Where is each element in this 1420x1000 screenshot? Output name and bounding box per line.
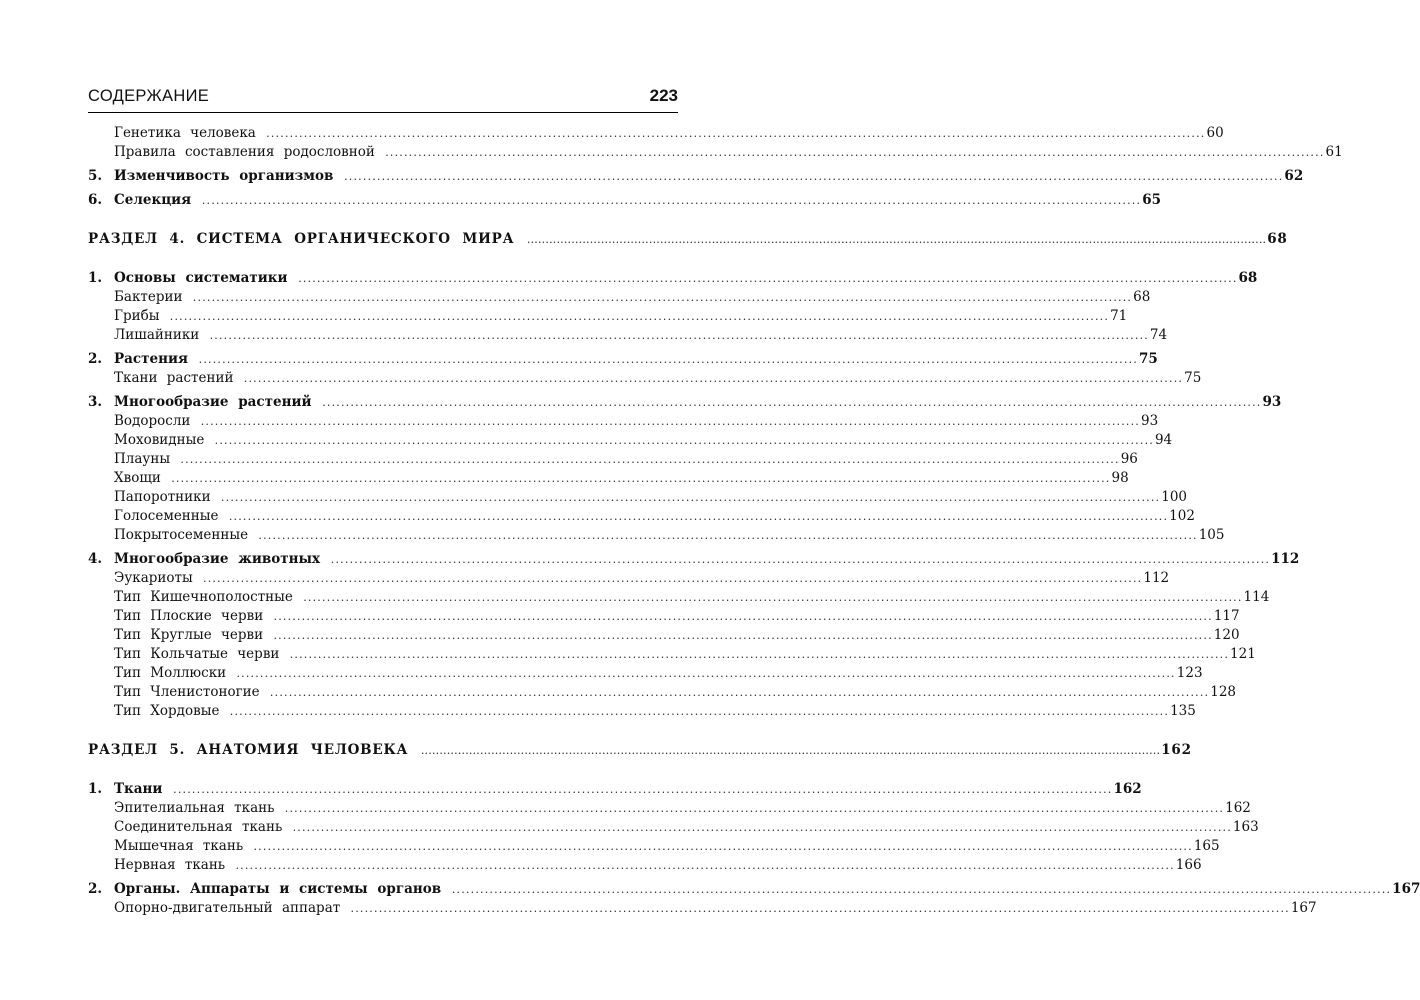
toc-page-number: 75: [1138, 351, 1158, 367]
toc-section-entry: [88, 550, 1300, 569]
toc-leader-dots: ........................................................................................................................................................................................................: [253, 840, 1193, 853]
toc-entry-label: Тип Круглые черви: [114, 627, 273, 643]
toc-page-number: 120: [1213, 627, 1240, 643]
toc-page-number: 62: [1284, 168, 1304, 184]
toc-leader-dots: ........................................................................................................................................................................................................: [201, 194, 1142, 207]
toc-entry-label: Основы систематики: [114, 270, 298, 286]
toc-subentry: [88, 588, 1270, 607]
toc-section-number: 5.: [88, 168, 103, 184]
toc-page-number: 117: [1213, 608, 1240, 624]
toc-page-number: 123: [1176, 665, 1203, 681]
page-header: [88, 86, 678, 113]
toc-section-entry: [88, 393, 1282, 412]
toc-page-number: 121: [1230, 646, 1256, 662]
toc-subentry: [88, 526, 1225, 545]
toc-page-number: 167: [1290, 900, 1317, 916]
toc-leader-dots: ........................................................................................................................................................................................................: [171, 472, 1111, 485]
toc-leader-dots: ........................................................................................................................................................................................................: [214, 434, 1154, 447]
toc-leader-dots: ........................................................................................................................................................................................................: [526, 233, 1267, 246]
toc-subentry: [88, 856, 1202, 875]
toc-leader-dots: ........................................................................................................................................................................................................: [173, 783, 1113, 796]
toc-spacer: [88, 760, 678, 780]
toc-entry-label: Водоросли: [114, 413, 200, 429]
toc-leader-dots: ........................................................................................................................................................................................................: [330, 553, 1271, 566]
toc-subentry: [88, 307, 1128, 326]
toc-page-number: 68: [1133, 289, 1151, 305]
toc-entry-label: Тип Плоские черви: [114, 608, 273, 624]
toc-entry-label: Тип Членистоногие: [114, 684, 269, 700]
toc-leader-dots: ........................................................................................................................................................................................................: [180, 453, 1120, 466]
toc-section-number: 4.: [88, 551, 103, 567]
toc-leader-dots: ........................................................................................................................................................................................................: [235, 859, 1175, 872]
toc-leader-dots: ........................................................................................................................................................................................................: [198, 353, 1138, 366]
toc-subentry: [88, 412, 1159, 431]
toc-entry-label: Бактерии: [114, 289, 192, 305]
toc-entry-label: Грибы: [114, 308, 169, 324]
toc-subentry: [88, 607, 1240, 626]
toc-leader-dots: ........................................................................................................................................................................................................: [243, 372, 1184, 385]
toc-entry-label: Растения: [114, 351, 198, 367]
toc-leader-dots: ........................................................................................................................................................................................................: [266, 127, 1206, 140]
toc-page-number: 75: [1184, 370, 1202, 386]
toc-entry-label: Ткани растений: [114, 370, 243, 386]
toc-subentry: [88, 799, 1251, 818]
toc-entry-label: Ткани: [114, 781, 173, 797]
toc-leader-dots: ........................................................................................................................................................................................................: [203, 572, 1143, 585]
toc-subentry: [88, 369, 1202, 388]
toc-leader-dots: ........................................................................................................................................................................................................: [273, 629, 1213, 642]
toc-entry-label: РАЗДЕЛ 5. АНАТОМИЯ ЧЕЛОВЕКА: [88, 742, 420, 758]
toc-subentry: [88, 450, 1138, 469]
toc-section-number: 1.: [88, 270, 103, 286]
toc-leader-dots: ........................................................................................................................................................................................................: [289, 648, 1230, 661]
toc-page-number: 162: [1225, 800, 1251, 816]
toc-entry-label: Плауны: [114, 451, 180, 467]
toc-page-number: 98: [1111, 470, 1129, 486]
toc-page-number: 71: [1110, 308, 1128, 324]
toc-subentry: [88, 143, 1343, 162]
toc-entry-label: Тип Моллюски: [114, 665, 236, 681]
toc-leader-dots: ........................................................................................................................................................................................................: [298, 272, 1238, 285]
toc-page-number: 166: [1175, 857, 1202, 873]
toc-page-number: 68: [1267, 231, 1288, 247]
toc-page-number: 105: [1198, 527, 1225, 543]
toc-section-entry: [88, 167, 1304, 186]
toc-page-number: 162: [1113, 781, 1142, 797]
toc-leader-dots: ........................................................................................................................................................................................................: [322, 396, 1262, 409]
toc-subentry: [88, 837, 1220, 856]
toc-spacer: [88, 721, 678, 741]
toc-subentry: [88, 124, 1224, 143]
toc-page-number: 102: [1169, 508, 1195, 524]
toc-page-number: 100: [1161, 489, 1188, 505]
toc-section-number: 6.: [88, 192, 103, 208]
page-number: 223: [649, 86, 678, 105]
toc-page-number: 93: [1262, 394, 1282, 410]
toc-leader-dots: ........................................................................................................................................................................................................: [420, 744, 1161, 757]
toc-subentry: [88, 702, 1196, 721]
toc-section-number: 1.: [88, 781, 103, 797]
toc-subentry: [88, 645, 1256, 664]
toc-subentry: [88, 899, 1317, 918]
toc-section-entry: [88, 780, 1142, 799]
toc-leader-dots: ........................................................................................................................................................................................................: [284, 802, 1225, 815]
toc-subentry: [88, 488, 1188, 507]
toc-page-number: 96: [1120, 451, 1138, 467]
toc-leader-dots: ........................................................................................................................................................................................................: [200, 415, 1141, 428]
toc-leader-dots: ........................................................................................................................................................................................................: [229, 705, 1170, 718]
toc-leader-dots: ........................................................................................................................................................................................................: [220, 491, 1161, 504]
toc-subentry: [88, 431, 1173, 450]
toc-page-number: 112: [1271, 551, 1300, 567]
toc-entry-label: Покрытосеменные: [114, 527, 258, 543]
toc-leader-dots: ........................................................................................................................................................................................................: [192, 291, 1133, 304]
toc-subentry: [88, 469, 1129, 488]
toc-page-number: 112: [1143, 570, 1170, 586]
toc-leader-dots: ........................................................................................................................................................................................................: [385, 146, 1325, 159]
toc-entry-label: Эукариоты: [114, 570, 203, 586]
toc-entry-label: Органы. Аппараты и системы органов: [114, 881, 451, 897]
toc-page-number: 162: [1161, 742, 1192, 758]
toc-subentry: [88, 569, 1170, 588]
toc-entry-label: Голосеменные: [114, 508, 228, 524]
toc-page-number: 65: [1142, 192, 1161, 208]
toc-entry-label: Опорно-двигательный аппарат: [114, 900, 350, 916]
toc-entry-label: Генетика человека: [114, 125, 266, 141]
toc-entry-label: Эпителиальная ткань: [114, 800, 284, 816]
toc-page-number: 94: [1154, 432, 1173, 448]
toc-section-entry: [88, 269, 1258, 288]
toc-leader-dots: ........................................................................................................................................................................................................: [258, 529, 1198, 542]
toc-entry-label: Тип Кишечнополостные: [114, 589, 303, 605]
toc-page-number: 61: [1325, 144, 1343, 160]
toc-section-number: 2.: [88, 351, 103, 367]
toc-entry-label: Многообразие растений: [114, 394, 322, 410]
toc-entry-label: Моховидные: [114, 432, 214, 448]
toc-section-entry: [88, 191, 1161, 210]
toc-entry-label: РАЗДЕЛ 4. СИСТЕМА ОРГАНИЧЕСКОГО МИРА: [88, 231, 526, 247]
toc-page-number: 135: [1170, 703, 1196, 719]
toc-entry-label: Хвощи: [114, 470, 171, 486]
toc-subentry: [88, 507, 1195, 526]
toc-part-heading: [88, 741, 1192, 760]
toc-leader-dots: ........................................................................................................................................................................................................: [269, 686, 1210, 699]
toc-section-entry: [88, 880, 1420, 899]
toc-entry-label: Мышечная ткань: [114, 838, 253, 854]
toc-page-number: 165: [1193, 838, 1220, 854]
toc-leader-dots: ........................................................................................................................................................................................................: [273, 610, 1213, 623]
toc-section-number: 2.: [88, 881, 103, 897]
toc-entry-label: Лишайники: [114, 327, 209, 343]
toc-subentry: [88, 288, 1151, 307]
toc-subentry: [88, 326, 1168, 345]
toc-leader-dots: ........................................................................................................................................................................................................: [292, 821, 1232, 834]
toc-section-entry: [88, 350, 1158, 369]
toc-leader-dots: ........................................................................................................................................................................................................: [228, 510, 1169, 523]
toc-subentry: [88, 683, 1237, 702]
toc-entry-label: Папоротники: [114, 489, 220, 505]
toc-subentry: [88, 626, 1240, 645]
toc-page-number: 167: [1392, 881, 1420, 897]
table-of-contents: [88, 124, 1420, 918]
toc-entry-label: Тип Кольчатые черви: [114, 646, 289, 662]
toc-page-number: 114: [1243, 589, 1270, 605]
toc-leader-dots: ........................................................................................................................................................................................................: [236, 667, 1176, 680]
toc-entry-label: Соединительная ткань: [114, 819, 292, 835]
toc-subentry: [88, 818, 1259, 837]
toc-entry-label: Правила составления родословной: [114, 144, 385, 160]
toc-spacer: [88, 210, 678, 230]
toc-entry-label: Селекция: [114, 192, 201, 208]
toc-entry-label: Нервная ткань: [114, 857, 235, 873]
toc-entry-label: Тип Хордовые: [114, 703, 229, 719]
toc-page-number: 163: [1232, 819, 1259, 835]
toc-subentry: [88, 664, 1203, 683]
toc-leader-dots: ........................................................................................................................................................................................................: [169, 310, 1110, 323]
toc-page-number: 93: [1141, 413, 1159, 429]
toc-leader-dots: ........................................................................................................................................................................................................: [303, 591, 1243, 604]
toc-page-number: 128: [1210, 684, 1237, 700]
toc-leader-dots: ........................................................................................................................................................................................................: [209, 329, 1149, 342]
toc-page-number: 68: [1238, 270, 1258, 286]
toc-leader-dots: ........................................................................................................................................................................................................: [344, 170, 1284, 183]
toc-page-number: 74: [1149, 327, 1168, 343]
toc-entry-label: Изменчивость организмов: [114, 168, 344, 184]
toc-leader-dots: ........................................................................................................................................................................................................: [451, 883, 1392, 896]
toc-section-number: 3.: [88, 394, 103, 410]
toc-leader-dots: ........................................................................................................................................................................................................: [350, 902, 1290, 915]
toc-page-number: 60: [1206, 125, 1224, 141]
toc-entry-label: Многообразие животных: [114, 551, 330, 567]
toc-part-heading: [88, 230, 1288, 249]
page-title: СОДЕРЖАНИЕ: [88, 87, 210, 105]
toc-spacer: [88, 249, 678, 269]
